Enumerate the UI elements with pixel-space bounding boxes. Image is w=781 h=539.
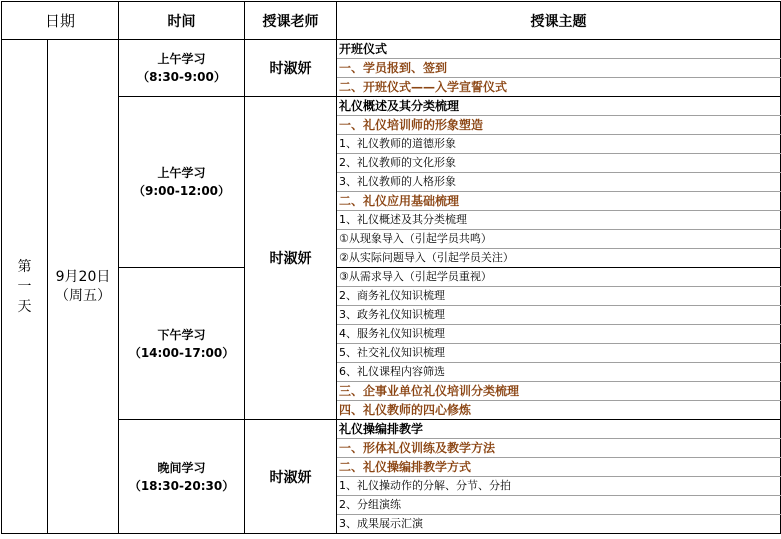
header-topic: 授课主题 xyxy=(337,2,781,40)
topic-item: ②从实际问题导入（引起学员关注） xyxy=(337,249,781,268)
topic-section: 二、礼仪应用基础梳理 xyxy=(337,192,781,211)
header-row xyxy=(2,2,781,40)
topic-section: 一、礼仪培训师的形象塑造 xyxy=(337,116,781,135)
day-char: 一 xyxy=(17,278,32,295)
topic-item: 2、商务礼仪知识梳理 xyxy=(337,287,781,306)
topic-item: ③从需求导入（引起学员重视） xyxy=(337,268,781,287)
topic-item: 3、成果展示汇演 xyxy=(337,515,781,534)
session-time-cell xyxy=(119,97,245,268)
header-teacher: 授课老师 xyxy=(245,2,337,40)
topic-section: 二、开班仪式——入学宣誓仪式 xyxy=(337,78,781,97)
topic-item: 3、政务礼仪知识梳理 xyxy=(337,306,781,325)
header-time: 时间 xyxy=(119,2,245,40)
topic-item: 3、礼仪教师的人格形象 xyxy=(337,173,781,192)
topic-heading: 开班仪式 xyxy=(337,40,781,59)
date-line: 9月20日 xyxy=(55,268,111,285)
topic-item: 1、礼仪概述及其分类梳理 xyxy=(337,211,781,230)
session-name: 下午学习 xyxy=(157,327,206,342)
session-name: 上午学习 xyxy=(157,52,206,66)
session-time: （8:30-9:00） xyxy=(137,70,226,84)
date-line: （周五） xyxy=(55,287,111,304)
header-date: 日期 xyxy=(2,2,119,40)
topic-item: ①从现象导入（引起学员共鸣） xyxy=(337,230,781,249)
topic-item: 5、社交礼仪知识梳理 xyxy=(337,344,781,363)
table-row xyxy=(2,40,781,59)
schedule-table xyxy=(1,1,781,534)
topic-section: 三、企事业单位礼仪培训分类梳理 xyxy=(337,382,781,401)
day-char: 天 xyxy=(17,298,32,315)
topic-item: 2、礼仪教师的文化形象 xyxy=(337,154,781,173)
date-cell xyxy=(48,40,119,534)
teacher-cell: 时淑妍 xyxy=(245,40,337,97)
session-name: 上午学习 xyxy=(157,166,206,180)
topic-section: 一、学员报到、签到 xyxy=(337,59,781,78)
session-time-cell xyxy=(119,420,245,534)
topic-section: 四、礼仪教师的四心修炼 xyxy=(337,401,781,420)
session-name: 晚间学习 xyxy=(157,460,206,475)
table-row xyxy=(2,268,781,287)
topic-item: 4、服务礼仪知识梳理 xyxy=(337,325,781,344)
day-char: 第 xyxy=(17,258,32,275)
topic-section: 二、礼仪操编排教学方式 xyxy=(337,458,781,477)
table-row xyxy=(2,97,781,116)
topic-heading: 礼仪操编排教学 xyxy=(337,420,781,439)
session-time: （18:30-20:30） xyxy=(128,478,235,493)
day-cell xyxy=(2,40,48,534)
session-time-cell xyxy=(119,40,245,97)
topic-heading: 礼仪概述及其分类梳理 xyxy=(337,97,781,116)
table-row xyxy=(2,420,781,439)
topic-item: 1、礼仪教师的道德形象 xyxy=(337,135,781,154)
topic-section: 一、形体礼仪训练及教学方法 xyxy=(337,439,781,458)
session-time: （9:00-12:00） xyxy=(133,184,231,198)
session-time: （14:00-17:00） xyxy=(128,345,235,360)
teacher-cell: 时淑妍 xyxy=(245,420,337,534)
session-time-cell xyxy=(119,268,245,420)
teacher-cell: 时淑妍 xyxy=(245,97,337,420)
topic-item: 6、礼仪课程内容筛选 xyxy=(337,363,781,382)
topic-item: 2、分组演练 xyxy=(337,496,781,515)
topic-item: 1、礼仪操动作的分解、分节、分拍 xyxy=(337,477,781,496)
